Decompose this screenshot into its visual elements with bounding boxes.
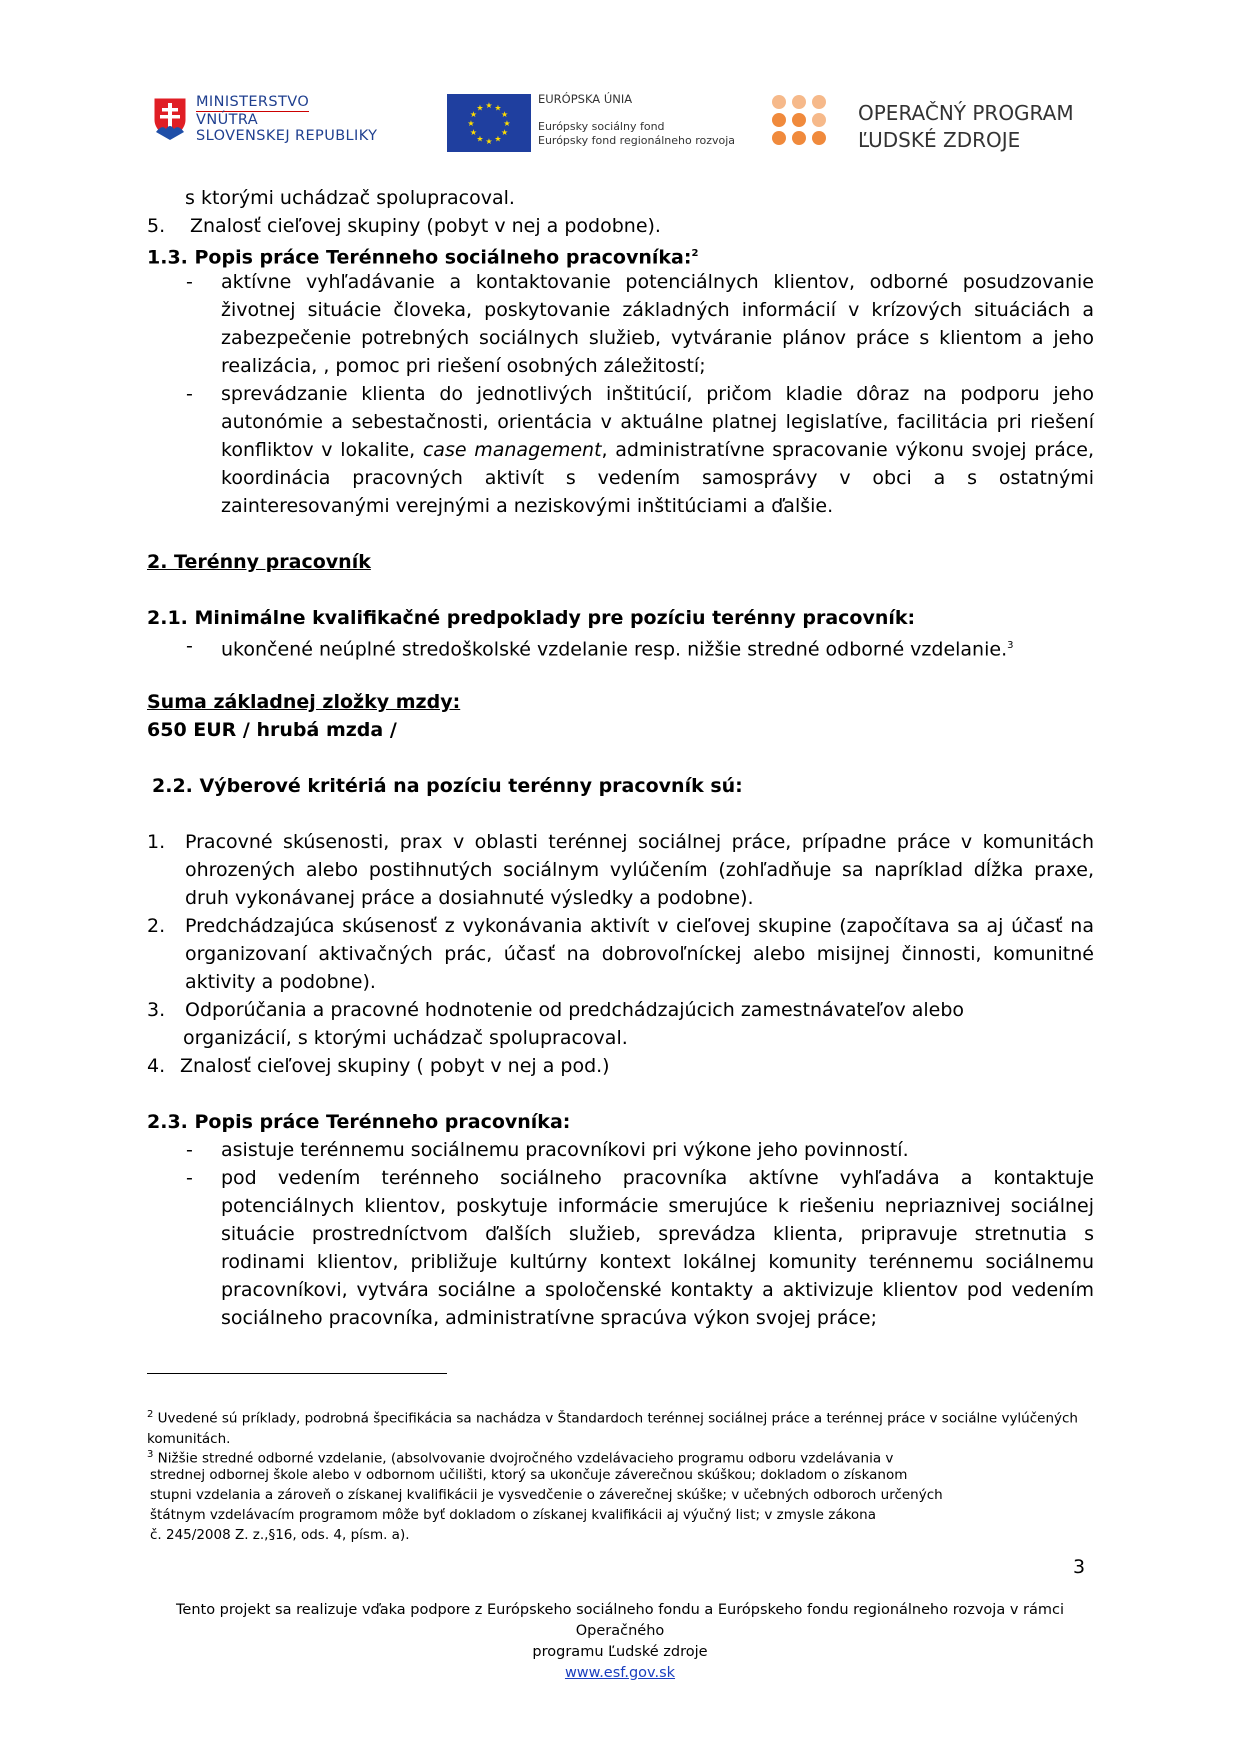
eu-star-icon: ★ [476, 103, 484, 113]
footnote-2 [147, 1405, 1087, 1449]
esf-website-link[interactable]: www.esf.gov.sk [564, 1665, 676, 1681]
bullet-2-1 [221, 632, 1013, 663]
heading-2-1: 2.1. Minimálne kvalifikačné predpoklady pre pozíciu terénny pracovník: [147, 607, 916, 629]
list-2-2-item-2: Predchádzajúca skúsenosť z vykonávania aktivít v cieľovej skupine (započítava sa aj účasť na organizovaní aktivačných prác, účasť na dobrovoľníckej alebo misijnej činnosti, komunitné aktivity a podobne). [185, 915, 1094, 993]
eu-title: EURÓPSKA ÚNIA [538, 92, 633, 106]
ministry-line-3: SLOVENSKEJ REPUBLIKY [196, 128, 378, 144]
eu-stars [447, 94, 531, 152]
eu-star-icon: ★ [494, 134, 502, 144]
footnote-3-line-5: č. 245/2008 Z. z.,§16, ods. 4, písm. a). [150, 1527, 410, 1543]
ministry-logo [152, 92, 392, 162]
op-line-1: OPERAČNÝ PROGRAM [858, 101, 1074, 125]
footnote-3-line-1: Nižšie stredné odborné vzdelanie, (absolvovanie dvojročného vzdelávacieho programu odboru vzdelávania v [157, 1450, 894, 1467]
heading-1-3-text: 1.3. Popis práce Terénneho sociálneho pracovníka: [147, 246, 692, 269]
footnote-2-number: 2 [147, 1409, 154, 1420]
list-2-2-item-3-cont: organizácií, s ktorými uchádzač spolupracoval. [183, 1027, 628, 1049]
heading-2: 2. Terénny pracovník [147, 551, 371, 573]
heading-2-2: 2.2. Výberové kritériá na pozíciu terénny pracovník sú: [152, 775, 743, 797]
eu-star-icon: ★ [469, 110, 477, 119]
page-footer [150, 1600, 1090, 1684]
eu-star-icon: ★ [485, 137, 493, 146]
eu-star-icon: ★ [469, 128, 477, 137]
footnote-ref-2: 2 [691, 248, 699, 259]
eu-logo-text [538, 92, 758, 148]
op-dots-icon [770, 94, 830, 154]
footer-line-1: Tento projekt sa realizuje vďaka podpore z Európskeho sociálneho fondu a Európskeho fondu regionálneho rozvoja v rámci Operačného [176, 1602, 1064, 1639]
dash-1: - [186, 271, 193, 293]
continued-line: s ktorými uchádzač spolupracoval. [185, 187, 515, 209]
heading-2-3: 2.3. Popis práce Terénneho pracovníka: [147, 1111, 571, 1133]
footer-line-2: programu Ľudské zdroje [532, 1644, 708, 1660]
dash-5: - [186, 1167, 193, 1189]
item-5-number: 5. [147, 215, 166, 237]
page-number: 3 [1073, 1556, 1086, 1578]
op-dot-icon [792, 95, 806, 109]
list-2-2-item-4: Znalosť cieľovej skupiny ( pobyt v nej a pod.) [180, 1055, 610, 1077]
bullet-1-3-2-part-a: sprevádzanie klienta do jednotlivých inštitúcií, pričom kladie dôraz na podporu jeho autonómie a sebestačnosti, orientácia v aktuálne platnej legislatíve, facilitácia pri riešení konfliktov v lokalite, [221, 383, 1094, 461]
case-management-italic: case management [422, 439, 602, 461]
eu-star-icon: ★ [476, 134, 484, 144]
dash-2: - [186, 383, 193, 405]
bullet-1-3-2-part-b: , administratívne spracovanie výkonu svojej práce, koordinácia pracovných aktivít s vedením samosprávy v obci a s ostatnými zainteresovanými verejnými a neziskovými inštitúciami a ďalšie. [221, 439, 1094, 517]
footnote-ref-3: 3 [1007, 640, 1014, 651]
slovak-coat-of-arms-icon [152, 96, 188, 142]
list-2-2-num-1: 1. [147, 831, 166, 853]
op-line-2: ĽUDSKÉ ZDROJE [858, 128, 1021, 152]
footnote-3-line-3: stupni vzdelania a zároveň o získanej kvalifikácii je vysvedčenie o záverečnej skúške; v učebných odboroch určených [150, 1487, 943, 1503]
op-dot-icon [772, 113, 786, 127]
heading-1-3 [147, 240, 698, 271]
op-dot-icon [812, 113, 826, 127]
op-dot-icon [772, 131, 786, 145]
ministry-line-1: MINISTERSTVO [196, 94, 310, 110]
op-dots-graphic [770, 94, 830, 154]
eu-star-icon: ★ [503, 119, 511, 128]
list-2-2-num-2: 2. [147, 915, 166, 937]
item-5-text: Znalosť cieľovej skupiny (pobyt v nej a podobne). [190, 215, 661, 237]
eu-star-icon: ★ [501, 128, 509, 137]
ministry-line-2: VNÚTRA [196, 111, 259, 128]
ministry-name [196, 94, 377, 145]
bullet-2-1-text: ukončené neúplné stredoškolské vzdelanie resp. nižšie stredné odborné vzdelanie. [221, 638, 1008, 661]
list-2-2-item-1: Pracovné skúsenosti, prax v oblasti terénnej sociálnej práce, prípadne práce v komunitách ohrozených alebo postihnutých sociálnym vylúčením (zohľadňuje sa napríklad dĺžka praxe, druh vykonávanej práce a dosiahnuté výsledky a podobne). [185, 831, 1094, 909]
eu-star-icon: ★ [485, 101, 493, 110]
op-dot-icon [812, 95, 826, 109]
footnote-2-text: Uvedené sú príklady, podrobná špecifikácia sa nachádza v Štandardoch terénnej sociálnej práce a terénnej práce v sociálne vylúčených komunitách. [147, 1410, 1078, 1447]
op-logo-text [858, 100, 1074, 154]
eu-star-icon: ★ [494, 103, 502, 113]
bullet-1-3-1: aktívne vyhľadávanie a kontaktovanie potenciálnych klientov, odborné posudzovanie životnej situácie človeka, poskytovanie základných informácií v krízových situáciách a zabezpečenie potrebných sociálnych služieb, vytváranie plánov práce s klientom a jeho realizácia, , pomoc pri riešení osobných záležitostí; [221, 271, 1094, 377]
eu-star-icon: ★ [467, 119, 475, 128]
list-2-2-item-3: Odporúčania a pracovné hodnotenie od predchádzajúcich zamestnávateľov alebo [185, 999, 965, 1021]
list-2-2-num-3: 3. [147, 999, 166, 1021]
footnote-3-number: 3 [147, 1449, 154, 1460]
eu-fund-1: Európsky sociálny fond [538, 120, 665, 133]
bullet-1-3-2 [221, 380, 1094, 520]
op-dot-icon [792, 131, 806, 145]
dash-3: - [186, 635, 193, 657]
eu-flag-icon [447, 94, 531, 152]
op-dot-icon [772, 95, 786, 109]
footnote-3-line-4: štátnym vzdelávacím programom môže byť dokladom o získanej kvalifikácii aj výučný list; v zmysle zákona [150, 1507, 877, 1523]
salary-label: Suma základnej zložky mzdy: [147, 691, 461, 713]
list-2-2-num-4: 4. [147, 1055, 166, 1077]
bullet-2-3-1: asistuje terénnemu sociálnemu pracovníkovi pri výkone jeho povinností. [221, 1139, 909, 1161]
footnote-separator [147, 1373, 447, 1374]
op-dot-icon [792, 113, 806, 127]
bullet-2-3-2: pod vedením terénneho sociálneho pracovníka aktívne vyhľadáva a kontaktuje potenciálnych klientov, poskytuje informácie smerujúce k riešeniu nepriaznivej sociálnej situácie prostredníctvom ďalších služieb, sprevádza klienta, pripravuje stretnutia s rodinami klientov, približuje kultúrny kontext lokálnej komunity terénnemu sociálnemu pracovníkovi, vytvára sociálne a spoločenské kontakty a aktivizuje klientov pod vedením sociálneho pracovníka, administratívne spracúva výkon svojej práce; [221, 1167, 1094, 1329]
salary-value: 650 EUR / hrubá mzda / [147, 719, 397, 741]
op-dot-icon [812, 131, 826, 145]
eu-star-icon: ★ [501, 110, 509, 119]
footnote-3-line-2: strednej odbornej škole alebo v odbornom učilišti, ktorý sa ukončuje záverečnou skúškou; dokladom o získanom [150, 1467, 908, 1483]
eu-fund-2: Európsky fond regionálneho rozvoja [538, 134, 736, 147]
dash-4: - [186, 1139, 193, 1161]
